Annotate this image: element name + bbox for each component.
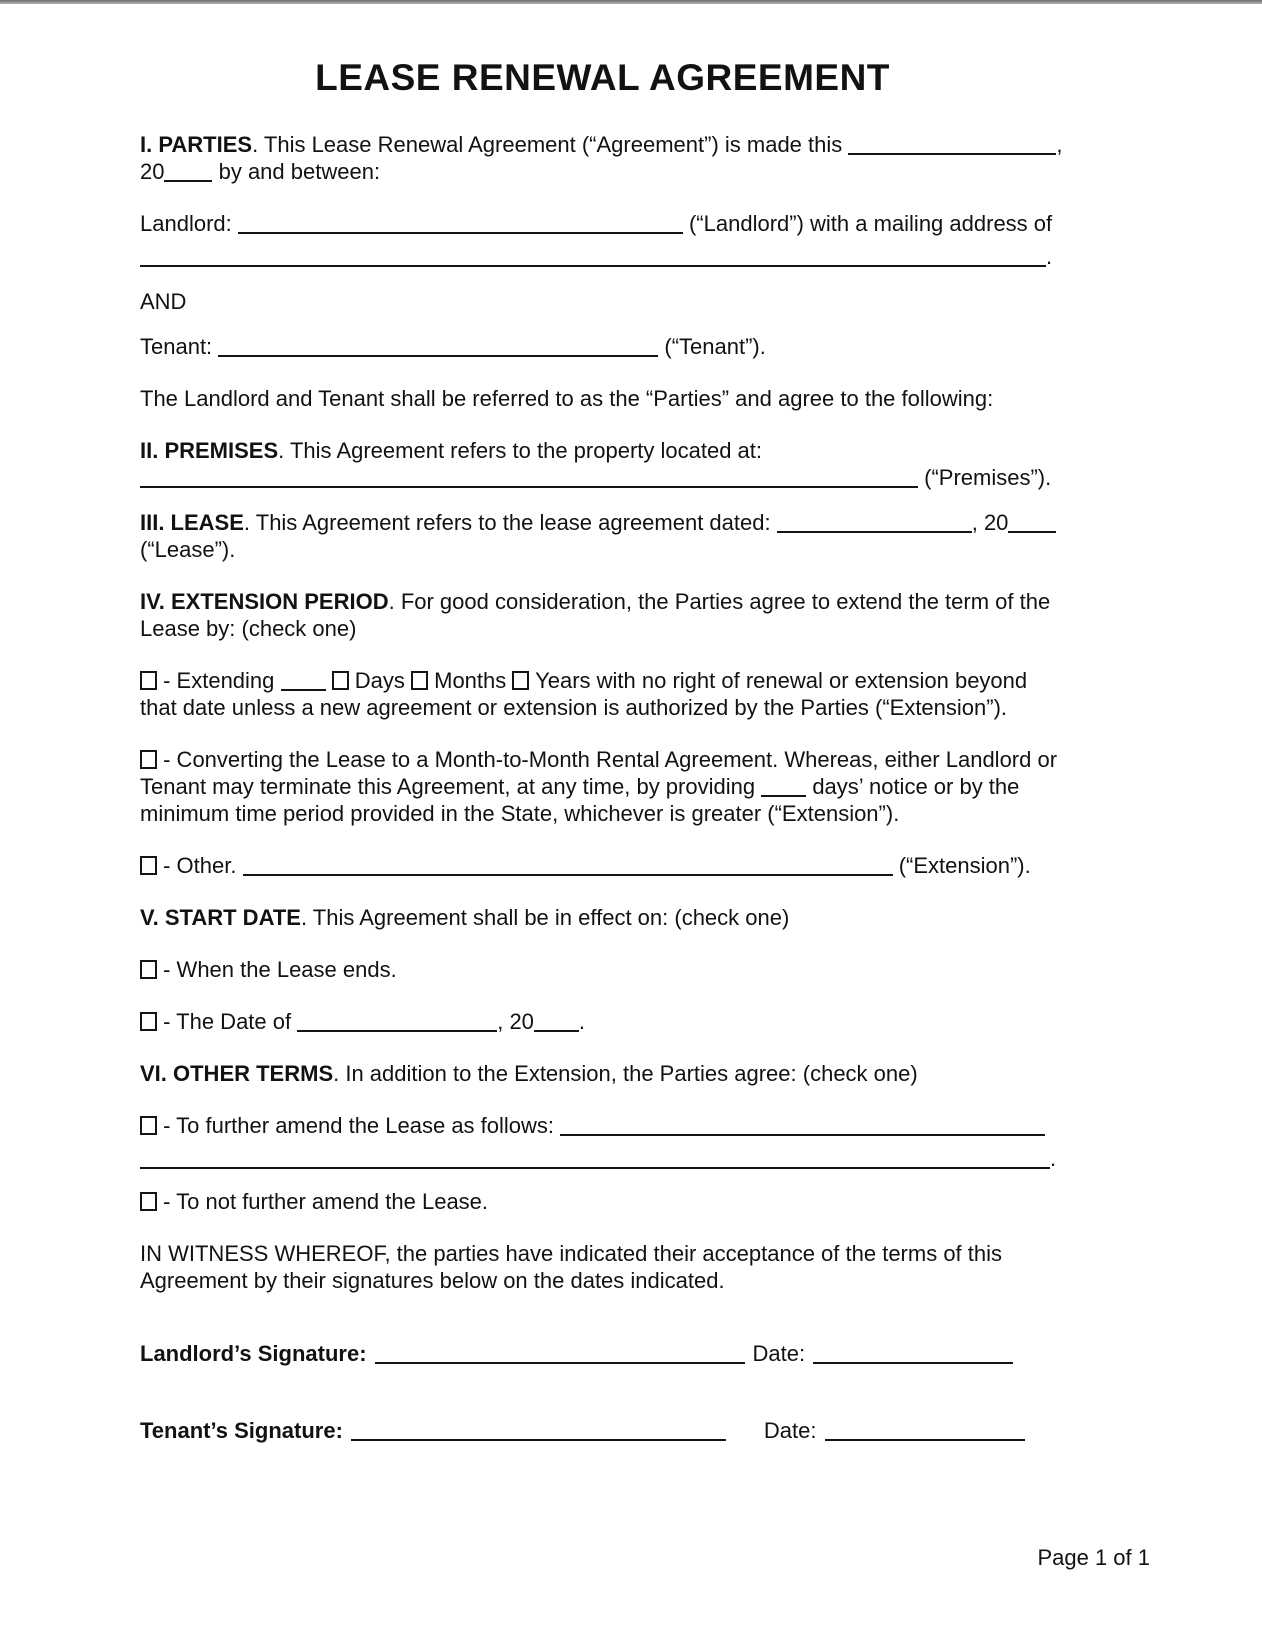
tenant-block <box>140 333 1065 360</box>
parties-comma: , <box>1056 132 1063 157</box>
converting-line2a: Tenant may terminate this Agreement, at any time, by providing <box>140 774 762 799</box>
lease-intro: . This Agreement refers to the lease agreement dated: <box>243 510 777 535</box>
witness-clause <box>140 1240 1065 1294</box>
landlord-label: Landlord: <box>140 211 238 236</box>
months-checkbox[interactable] <box>411 671 428 690</box>
specific-date-text: - The Date of <box>157 1009 298 1034</box>
start-date-heading: V. START DATE <box>140 905 301 930</box>
section-start-date <box>140 904 1065 931</box>
amend-text: - To further amend the Lease as follows: <box>157 1113 561 1138</box>
specific-date-checkbox[interactable] <box>140 1012 157 1031</box>
other-extension-blank[interactable] <box>243 856 893 876</box>
extension-option-month-to-month <box>140 746 1065 827</box>
section-lease <box>140 509 1065 563</box>
start-option-lease-ends <box>140 956 1065 983</box>
section-other-terms <box>140 1060 1065 1087</box>
landlord-name-blank[interactable] <box>238 214 683 234</box>
tenant-label: Tenant: <box>140 334 219 359</box>
extension-heading: IV. EXTENSION PERIOD <box>140 589 389 614</box>
landlord-block <box>140 210 1065 270</box>
amend-terms-blank-2[interactable] <box>140 1149 1050 1169</box>
landlord-signature-label: Landlord’s Signature: <box>140 1341 367 1366</box>
agreement-year-blank[interactable] <box>164 162 212 182</box>
specific-date-period: . <box>578 1009 586 1034</box>
lease-date-blank[interactable] <box>777 513 972 533</box>
converting-line1: - Converting the Lease to a Month-to-Month Rental Agreement. Whereas, either Landlord or <box>157 747 1058 772</box>
other-checkbox[interactable] <box>140 856 157 875</box>
and-separator <box>140 288 1065 315</box>
years-checkbox[interactable] <box>512 671 529 690</box>
extension-option-extending <box>140 667 1065 721</box>
agreement-year-prefix: 20 <box>140 159 165 184</box>
section-extension-heading <box>140 588 1065 642</box>
parties-heading: I. PARTIES <box>140 132 253 157</box>
tenant-name-blank[interactable] <box>218 337 658 357</box>
lease-line2: (“Lease”). <box>140 537 236 562</box>
start-date-intro: . This Agreement shall be in effect on: (check one) <box>300 905 790 930</box>
witness-line2: Agreement by their signatures below on the dates indicated. <box>140 1268 725 1293</box>
lease-mid: , 20 <box>971 510 1009 535</box>
notice-days-blank[interactable] <box>761 777 806 797</box>
refer-text: The Landlord and Tenant shall be referred to as the “Parties” and agree to the following: <box>140 386 994 411</box>
days-text: Days <box>348 668 411 693</box>
when-lease-ends-checkbox[interactable] <box>140 960 157 979</box>
other-terms-intro: . In addition to the Extension, the Parties agree: (check one) <box>333 1061 918 1086</box>
lease-year-blank[interactable] <box>1008 513 1056 533</box>
and-label: AND <box>140 289 187 314</box>
landlord-address-blank[interactable] <box>140 247 1046 267</box>
converting-checkbox[interactable] <box>140 750 157 769</box>
converting-line3: minimum time period provided in the State, whichever is greater (“Extension”). <box>140 801 900 826</box>
tenant-signature-row <box>140 1417 1065 1444</box>
amend-checkbox[interactable] <box>140 1116 157 1135</box>
extending-line2: that date unless a new agreement or extension is authorized by the Parties (“Extension”). <box>140 695 1008 720</box>
parties-between: by and between: <box>212 159 381 184</box>
extension-intro: . For good consideration, the Parties agree to extend the term of the <box>388 589 1051 614</box>
witness-line1: IN WITNESS WHEREOF, the parties have indicated their acceptance of the terms of this <box>140 1241 1003 1266</box>
document-title: LEASE RENEWAL AGREEMENT <box>315 57 890 98</box>
landlord-signature-row <box>140 1340 1065 1367</box>
parties-refer-statement <box>140 385 1065 412</box>
premises-intro: . This Agreement refers to the property located at: <box>278 438 763 463</box>
days-checkbox[interactable] <box>332 671 349 690</box>
tenant-date-blank[interactable] <box>825 1421 1025 1441</box>
no-amend-checkbox[interactable] <box>140 1192 157 1211</box>
years-text: Years with no right of renewal or extension beyond <box>529 668 1028 693</box>
extension-option-other <box>140 852 1065 879</box>
landlord-date-label: Date: <box>752 1341 806 1366</box>
start-option-specific-date <box>140 1008 1065 1035</box>
premises-address-blank[interactable] <box>140 468 918 488</box>
tenant-after: (“Tenant”). <box>658 334 766 359</box>
extending-duration-blank[interactable] <box>281 671 326 691</box>
amend-period: . <box>1050 1146 1057 1171</box>
terms-option-amend <box>140 1112 1065 1172</box>
start-date-blank[interactable] <box>297 1012 497 1032</box>
lease-heading: III. LEASE <box>140 510 244 535</box>
terms-option-no-amend <box>140 1188 1065 1215</box>
section-premises <box>140 437 1065 491</box>
page-number: Page 1 of 1 <box>1037 1545 1150 1570</box>
agreement-day-blank[interactable] <box>848 135 1056 155</box>
extension-intro2: Lease by: (check one) <box>140 616 357 641</box>
tenant-signature-blank[interactable] <box>351 1421 726 1441</box>
extending-checkbox[interactable] <box>140 671 157 690</box>
specific-date-year-prefix: , 20 <box>497 1009 534 1034</box>
landlord-signature-blank[interactable] <box>375 1344 745 1364</box>
parties-intro: . This Lease Renewal Agreement (“Agreement”) is made this <box>252 132 849 157</box>
other-after: (“Extension”). <box>892 853 1031 878</box>
other-terms-heading: VI. OTHER TERMS <box>140 1061 334 1086</box>
start-year-blank[interactable] <box>534 1012 579 1032</box>
other-text: - Other. <box>157 853 243 878</box>
premises-heading: II. PREMISES <box>140 438 279 463</box>
landlord-address-period: . <box>1046 244 1053 269</box>
amend-terms-blank-1[interactable] <box>560 1116 1045 1136</box>
landlord-date-blank[interactable] <box>813 1344 1013 1364</box>
section-parties <box>140 131 1065 185</box>
months-text: Months <box>428 668 513 693</box>
tenant-date-label: Date: <box>763 1418 817 1443</box>
premises-after: (“Premises”). <box>918 465 1052 490</box>
scan-edge-bar <box>0 0 1262 4</box>
converting-line2b: days’ notice or by the <box>806 774 1020 799</box>
no-amend-text: - To not further amend the Lease. <box>157 1189 489 1214</box>
landlord-after: (“Landlord”) with a mailing address of <box>682 211 1053 236</box>
when-lease-ends-text: - When the Lease ends. <box>157 957 397 982</box>
tenant-signature-label: Tenant’s Signature: <box>140 1418 343 1443</box>
extending-text: - Extending <box>157 668 281 693</box>
